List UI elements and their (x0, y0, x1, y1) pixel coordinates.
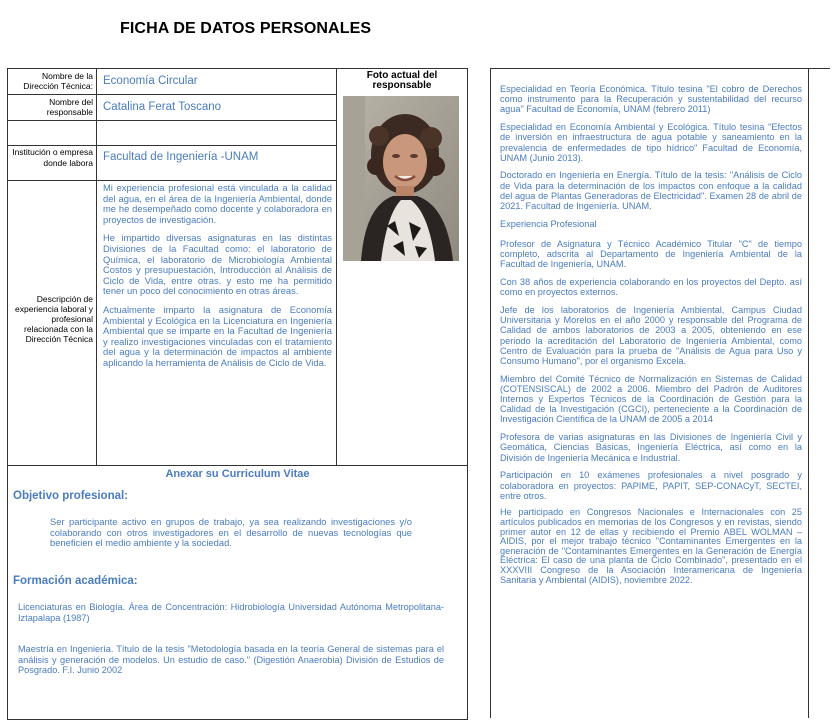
personal-data-table (7, 68, 468, 720)
cv-paragraph: He participado en Congresos Nacionales e Internacionales con 25 artículos publicados en memorias de los Congresos y en revistas, siendo primer autor en 12 de ellas y recibiendo el Premio ABEL WOLMAN – AIDIS, por el mejor trabajo técnico "Contaminantes Emergentes en la generación de "Contaminantes Emergentes en la Generación de Energía Eléctrica: El caso de una planta de Ciclo Combinado", presentado en el XXXVIII Congreso de la Asociación Interamericana de Ingeniería Sanitaria y Ambiental (AIDIS), noviembre 2022. (500, 507, 802, 585)
experience-description (97, 183, 337, 377)
cv-paragraph: Doctorado en Ingeniería en Energía. Título de la tesis: "Análisis de Ciclo de Vida para la determinación de los impactos con enfoque a la calidad del agua de Plantas Generadoras de Electricidad". Examen 28 de abril de 2021. Facultad de Ingeniería. UNAM. (500, 170, 802, 212)
value-responsable: Catalina Ferat Toscano (103, 101, 222, 113)
cv-paragraph: Especialidad en Economía Ambiental y Ecológica. Título tesina "Efectos de inversión en infraestructura de agua potable y saneamiento en la prevalencia de enfermedades de tipo hídrico" Facultad de Economía, UNAM (Junio 2013). (500, 122, 802, 163)
label-descripcion: Descripción de experiencia laboral y profesional relacionada con la Dirección Técnica (15, 294, 93, 344)
cv-continuation-page (490, 68, 830, 720)
label-responsable: Nombre del responsable (46, 97, 93, 117)
description-paragraph: He impartido diversas asignaturas en las distintas Divisiones de la Facultad como: el laboratorio de Química, el laboratorio de Microbiología Ambiental Costos y presupuestación, Introducción al Análisis de Ciclo de Vida, entre otras. y esto me ha permitido tener un poco del conocimiento en otras áreas. (103, 232, 332, 297)
cv-paragraph: Profesora de varias asignaturas en las Divisiones de Ingeniería Civil y Geomática, Ciencias Básicas, Ingeniería Eléctrica, así como en la División de Ingeniería Mecánica e Industrial. (500, 432, 802, 463)
cv-subheading: Experiencia Profesional (500, 218, 597, 229)
cv-paragraph: Con 38 años de experiencia colaborando en los proyectos del Depto. así como en proyectos externos. (500, 277, 802, 298)
description-paragraph: Mi experiencia profesional está vinculada a la calidad del agua, en el área de la Ingeniería Ambiental, donde me he desempeñado como docente y colaboradora en proyectos de investigación. (103, 182, 332, 225)
formation-item: Licenciaturas en Biología. Área de Concentración: Hidrobiología Universidad Autónoma Metropolitana-Iztapalapa (1987) (18, 602, 444, 623)
cv-paragraph: Profesor de Asignatura y Técnico Académico Titular "C" de tiempo completo, adscrita al Departamento de Ingeniería Ambiental de la Facultad de Ingeniería, UNAM. (500, 238, 802, 270)
page-title: FICHA DE DATOS PERSONALES (120, 20, 372, 37)
right-empty-column (809, 68, 830, 718)
value-institucion: Facultad de Ingeniería -UNAM (103, 151, 259, 163)
cv-paragraph: Especialidad en Teoría Económica. Título tesina "El cobro de Derechos como instrumento para la Recuperación y sustentabilidad del recurso agua" Facultad de Economía, UNAM (febrero 2011) (500, 84, 802, 115)
formation-item: Maestría en Ingeniería. Título de la tesis "Metodología basada en la teoría General de sistemas para el análisis y generación de modelos. Un estudio de caso." (Digestión Anaerobia) División de Estudios de Posgrado. F.I. Junio 2002 (18, 644, 444, 676)
objective-text: Ser participante activo en grupos de trabajo, ya sea realizando investigaciones y/o colaborando con otros investigadores en el desarrollo de nuevas tecnologías que beneficien el medio ambiente y la sociedad. (50, 516, 412, 549)
cv-paragraph: Miembro del Comité Técnico de Normalización en Sistemas de Calidad (COTENSISCAL) de 2002 a 2006. Miembro del Padrón de Auditores Internos y Expertos Técnicos de la Coordinación de Gestión para la Calidad de la Investigación (CGCI), perteneciente a la Coordinación de Investigación Científica de la UNAM de 2005 a 2014 (500, 373, 802, 425)
cv-header: Anexar su Curriculum Vitae (165, 468, 310, 480)
cv-continuation-text (500, 84, 802, 593)
description-paragraph: Actualmente imparto la asignatura de Economía Ambiental y Ecológica en la Licenciatura en Ingeniería Ambiental que se imparte en la Facultad de Ingeniería y realizo investigaciones vinculadas con el tratamiento del agua y la determinación de impactos al ambiente aplicando la herramienta de Análisis de Ciclo de Vida. (103, 303, 332, 368)
cv-paragraph: Jefe de los laboratorios de Ingeniería Ambiental, Campus Ciudad Universitaria y Morelos en el año 2000 y responsable del Programa de Calidad de ambos laboratorios de 2003 a 2005, obteniendo en ese periodo la acreditación del Laboratorio de Ingeniería Ambiental, como Centro de Evaluación para la prueba de "Análisis de Agua para Uso y Consumo Humano", por el organismo Excela. (500, 304, 802, 366)
label-direccion-tecnica: Nombre de la Dirección Técnica: (23, 71, 93, 91)
label-institucion: Institución o empresa donde labora (12, 147, 93, 168)
formation-title: Formación académica: (13, 575, 138, 587)
cv-paragraph: Participación en 10 exámenes profesionales a nivel posgrado y colaboradora en proyectos: PAPIME, PAPIT, SEP-CONACyT, SECTEI, entre otros. (500, 470, 802, 501)
objective-title: Objetivo profesional: (13, 490, 129, 502)
photo-header: Foto actual del responsable (366, 70, 438, 91)
responsible-photo (343, 96, 459, 261)
value-direccion-tecnica: Economía Circular (103, 75, 198, 87)
